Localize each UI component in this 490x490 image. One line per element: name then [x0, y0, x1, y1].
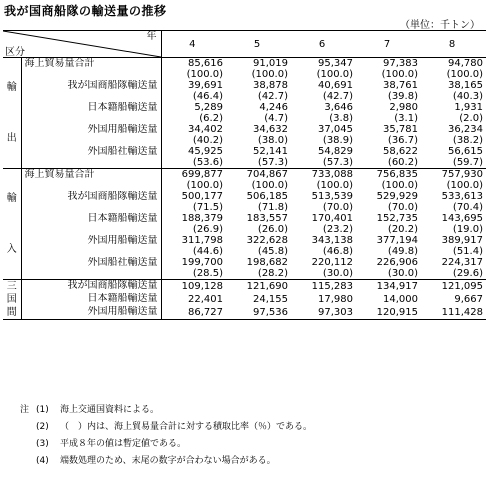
- ratio-cell: (39.8): [387, 91, 418, 102]
- ratio-cell: (49.8): [387, 246, 418, 257]
- ratio-cell: (100.0): [186, 180, 223, 191]
- value-cell: 115,283: [311, 281, 353, 292]
- table-row: [3, 235, 486, 246]
- table-row: [3, 146, 486, 157]
- footnote-marker: 注: [20, 405, 30, 415]
- value-cell: 198,682: [246, 257, 288, 268]
- section-label-char: 入: [6, 244, 17, 255]
- value-cell: 86,727: [161, 306, 226, 320]
- value-cell: 56,615: [448, 146, 483, 157]
- value-cell: 311,798: [181, 235, 223, 246]
- table-row: [3, 280, 486, 294]
- value-cell: 94,780: [448, 58, 483, 69]
- ratio-cell: (100.0): [381, 69, 418, 80]
- ratio-cell: (42.7): [257, 91, 288, 102]
- table-row: [3, 213, 486, 224]
- value-cell: 38,878: [253, 80, 288, 91]
- table-row: [3, 124, 486, 135]
- ratio-cell: (100.0): [316, 180, 353, 191]
- table-row: [3, 306, 486, 320]
- ratio-cell: (100.0): [446, 180, 483, 191]
- ratio-cell: (70.0): [322, 202, 353, 213]
- ratio-cell: (46.4): [192, 91, 223, 102]
- ratio-cell: (100.0): [381, 180, 418, 191]
- section-label: [3, 58, 21, 169]
- ratio-cell: (45.8): [257, 246, 288, 257]
- ratio-cell: (60.2): [356, 157, 421, 169]
- row-item-label: 我が国商船隊輸送量: [21, 280, 161, 294]
- value-cell: 533,613: [441, 191, 483, 202]
- header-year-label: 年: [146, 31, 157, 42]
- corner-diagonal: [3, 31, 161, 57]
- row-item-label: 日本籍船輸送量: [21, 102, 161, 124]
- value-cell: 52,141: [253, 146, 288, 157]
- value-cell: 40,691: [318, 80, 353, 91]
- footnote-number: (1): [36, 405, 49, 415]
- table-row: [3, 257, 486, 268]
- unit-label: （単位：千トン）: [400, 20, 480, 31]
- ratio-cell: (3.8): [329, 113, 353, 124]
- value-cell: 22,401: [188, 293, 223, 305]
- table-row: [3, 58, 486, 70]
- ratio-cell: (28.5): [161, 268, 226, 280]
- value-cell: 733,088: [311, 169, 353, 180]
- row-item-label: 外国船社輸送量: [21, 257, 161, 280]
- table-row: [3, 102, 486, 113]
- corner-cell: [3, 31, 161, 58]
- value-cell: 389,917: [441, 235, 483, 246]
- ratio-cell: (51.4): [452, 246, 483, 257]
- value-cell: 97,536: [226, 306, 291, 320]
- value-cell: 4,246: [259, 102, 288, 113]
- value-cell: 38,761: [383, 80, 418, 91]
- value-cell: 529,929: [376, 191, 418, 202]
- table-row: [3, 169, 486, 181]
- value-cell: 377,194: [376, 235, 418, 246]
- value-cell: 756,835: [376, 169, 418, 180]
- value-cell: 121,690: [246, 281, 288, 292]
- ratio-cell: (70.0): [387, 202, 418, 213]
- row-item-label: 外国用船輸送量: [21, 306, 161, 320]
- ratio-cell: (20.2): [387, 224, 418, 235]
- row-item-label: 日本籍船輸送量: [21, 213, 161, 235]
- value-cell: 24,155: [253, 293, 288, 305]
- ratio-cell: (30.0): [356, 268, 421, 280]
- value-cell: 121,095: [441, 281, 483, 292]
- ratio-cell: (57.3): [291, 157, 356, 169]
- value-cell: 54,829: [318, 146, 353, 157]
- value-cell: 34,402: [188, 124, 223, 135]
- ratio-cell: (4.7): [264, 113, 288, 124]
- footnote-text: 端数処理のため、末尾の数字が合わない場合がある。: [60, 456, 276, 466]
- value-cell: 513,539: [311, 191, 353, 202]
- ratio-cell: (70.4): [452, 202, 483, 213]
- value-cell: 9,667: [454, 293, 483, 305]
- value-cell: 199,700: [181, 257, 223, 268]
- year-header: 7: [356, 31, 421, 58]
- value-cell: 58,622: [383, 146, 418, 157]
- ratio-cell: (26.0): [257, 224, 288, 235]
- ratio-cell: (40.3): [452, 91, 483, 102]
- ratio-cell: (40.2): [192, 135, 223, 146]
- value-cell: 322,628: [246, 235, 288, 246]
- footnote-number: (3): [36, 439, 49, 449]
- ratio-cell: (59.7): [421, 157, 486, 169]
- value-cell: 5,289: [194, 102, 223, 113]
- year-header: 4: [161, 31, 226, 58]
- row-item-label: 外国用船輸送量: [21, 124, 161, 146]
- value-cell: 500,177: [181, 191, 223, 202]
- row-item-label: 我が国商船隊輸送量: [21, 80, 161, 102]
- value-cell: 39,691: [188, 80, 223, 91]
- value-cell: 97,383: [383, 58, 418, 69]
- header-row: [3, 31, 486, 58]
- ratio-cell: (71.8): [257, 202, 288, 213]
- value-cell: 188,379: [181, 213, 223, 224]
- ratio-cell: (19.0): [452, 224, 483, 235]
- ratio-cell: (100.0): [446, 69, 483, 80]
- table-row: [3, 191, 486, 202]
- value-cell: 17,980: [318, 293, 353, 305]
- value-cell: 143,695: [441, 213, 483, 224]
- value-cell: 45,925: [188, 146, 223, 157]
- value-cell: 226,906: [376, 257, 418, 268]
- value-cell: 35,781: [383, 124, 418, 135]
- section-label-char: 国: [6, 294, 17, 305]
- section-label-char: 輸: [6, 193, 17, 204]
- ratio-cell: (23.2): [322, 224, 353, 235]
- footnotes: [20, 402, 312, 470]
- row-item-label: 外国船社輸送量: [21, 146, 161, 169]
- value-cell: 699,877: [181, 169, 223, 180]
- footnote-item: [20, 402, 312, 419]
- section-label: [3, 280, 21, 320]
- value-cell: 134,917: [376, 281, 418, 292]
- value-cell: 34,632: [253, 124, 288, 135]
- ratio-cell: (100.0): [251, 69, 288, 80]
- header-category-label: 区分: [5, 47, 25, 58]
- value-cell: 14,000: [383, 293, 418, 305]
- value-cell: 97,303: [291, 306, 356, 320]
- footnote-text: 海上交通国資料による。: [60, 405, 160, 415]
- ratio-cell: (46.8): [322, 246, 353, 257]
- ratio-cell: (28.2): [226, 268, 291, 280]
- value-cell: 109,128: [181, 281, 223, 292]
- value-cell: 3,646: [324, 102, 353, 113]
- footnote-number: (4): [36, 456, 49, 466]
- value-cell: 111,428: [421, 306, 486, 320]
- value-cell: 1,931: [454, 102, 483, 113]
- table-row: [3, 80, 486, 91]
- value-cell: 95,347: [318, 58, 353, 69]
- ratio-cell: (2.0): [459, 113, 483, 124]
- value-cell: 38,165: [448, 80, 483, 91]
- section-label: [3, 169, 21, 280]
- footnote-item: [20, 419, 312, 436]
- section-label-char: 輸: [6, 82, 17, 93]
- value-cell: 343,138: [311, 235, 353, 246]
- row-item-label: 外国用船輸送量: [21, 235, 161, 257]
- section-label-char: 出: [6, 133, 17, 144]
- value-cell: 220,112: [311, 257, 353, 268]
- footnote-item: [20, 436, 312, 453]
- value-cell: 224,317: [441, 257, 483, 268]
- footnote-text: 平成８年の値は暫定値である。: [60, 439, 187, 449]
- value-cell: 2,980: [389, 102, 418, 113]
- ratio-cell: (38.0): [257, 135, 288, 146]
- ratio-cell: (100.0): [316, 69, 353, 80]
- year-header: 8: [421, 31, 486, 58]
- ratio-cell: (44.6): [192, 246, 223, 257]
- ratio-cell: (53.6): [161, 157, 226, 169]
- table-row: [3, 293, 486, 306]
- ratio-cell: (100.0): [251, 180, 288, 191]
- value-cell: 85,616: [188, 58, 223, 69]
- ratio-cell: (38.9): [322, 135, 353, 146]
- footnote-item: [20, 453, 312, 470]
- footnote-number: (2): [36, 422, 49, 432]
- ratio-cell: (30.0): [291, 268, 356, 280]
- ratio-cell: (42.7): [322, 91, 353, 102]
- table-title: 我が国商船隊の輸送量の推移: [4, 4, 167, 18]
- section-label-char: 間: [6, 307, 17, 318]
- ratio-cell: (26.9): [192, 224, 223, 235]
- value-cell: 170,401: [311, 213, 353, 224]
- ratio-cell: (3.1): [394, 113, 418, 124]
- ratio-cell: (100.0): [186, 69, 223, 80]
- ratio-cell: (71.5): [192, 202, 223, 213]
- value-cell: 183,557: [246, 213, 288, 224]
- value-cell: 757,930: [441, 169, 483, 180]
- value-cell: 506,185: [246, 191, 288, 202]
- ratio-cell: (36.7): [387, 135, 418, 146]
- footnote-text: （ ）内は、海上貿易量合計に対する積取比率（％）である。: [60, 422, 313, 432]
- transport-volume-table: [3, 30, 486, 320]
- ratio-cell: (29.6): [421, 268, 486, 280]
- row-item-label: 海上貿易量合計: [21, 169, 161, 192]
- section-label-char: 三: [6, 281, 17, 292]
- value-cell: 704,867: [246, 169, 288, 180]
- ratio-cell: (57.3): [226, 157, 291, 169]
- year-header: 6: [291, 31, 356, 58]
- year-header: 5: [226, 31, 291, 58]
- row-item-label: 日本籍船輸送量: [21, 293, 161, 306]
- value-cell: 36,234: [448, 124, 483, 135]
- value-cell: 120,915: [356, 306, 421, 320]
- row-item-label: 海上貿易量合計: [21, 58, 161, 81]
- ratio-cell: (38.2): [452, 135, 483, 146]
- table-body: [3, 31, 486, 320]
- value-cell: 152,735: [376, 213, 418, 224]
- value-cell: 91,019: [253, 58, 288, 69]
- row-item-label: 我が国商船隊輸送量: [21, 191, 161, 213]
- ratio-cell: (6.2): [199, 113, 223, 124]
- value-cell: 37,045: [318, 124, 353, 135]
